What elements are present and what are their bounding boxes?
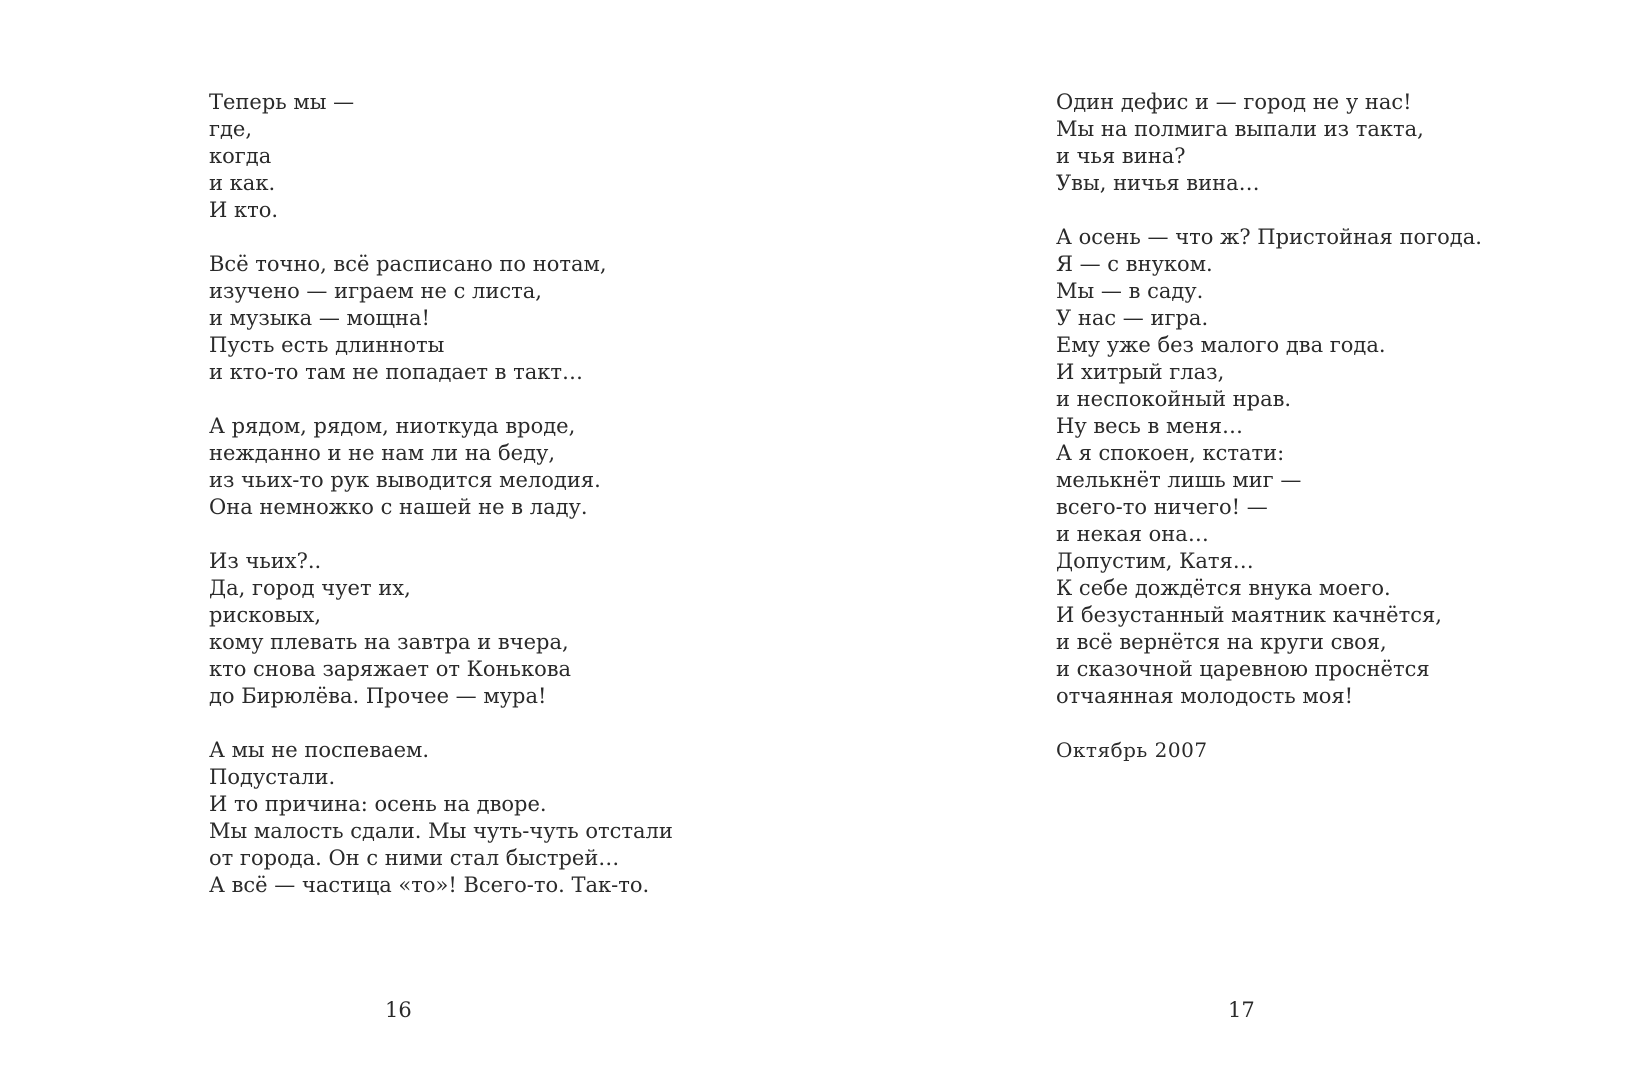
poem-line: Увы, ничья вина… <box>1056 171 1260 195</box>
poem-line: всего-то ничего! — <box>1056 495 1268 519</box>
stanza-5 <box>209 737 673 899</box>
poem-line: Мы малость сдали. Мы чуть-чуть отстали <box>209 819 673 843</box>
poem-line: до Бирюлёва. Прочее — мура! <box>209 684 547 708</box>
poem-line: мелькнёт лишь миг — <box>1056 468 1302 492</box>
poem-line: Мы — в саду. <box>1056 279 1204 303</box>
poem-line: нежданно и не нам ли на беду, <box>209 441 556 465</box>
poem-line: Пусть есть длинноты <box>209 333 445 357</box>
poem-line: А всё — частица «то»! Всего-то. Так-то. <box>209 873 650 897</box>
poem-line: И хитрый глаз, <box>1056 360 1225 384</box>
poem-line: И то причина: осень на дворе. <box>209 792 547 816</box>
poem-line: отчаянная молодость моя! <box>1056 684 1354 708</box>
page-number: 17 <box>1228 998 1255 1022</box>
poem-line: А я спокоен, кстати: <box>1056 441 1285 465</box>
right-page <box>815 0 1630 1080</box>
poem-line: Ему уже без малого два года. <box>1056 333 1386 357</box>
poem-line: Из чьих?.. <box>209 549 322 573</box>
poem-line: Мы на полмига выпали из такта, <box>1056 117 1424 141</box>
stanza-4 <box>209 548 673 710</box>
poem-line: Допустим, Катя… <box>1056 549 1254 573</box>
poem-line: Она немножко с нашей не в ладу. <box>209 495 588 519</box>
poem-left <box>209 89 673 926</box>
poem-line: когда <box>209 144 272 168</box>
poem-line: А осень — что ж? Пристойная погода. <box>1056 225 1482 249</box>
poem-line: кому плевать на завтра и вчера, <box>209 630 569 654</box>
poem-line: И безустанный маятник качнётся, <box>1056 603 1442 627</box>
poem-line: и некая она… <box>1056 522 1209 546</box>
poem-line: Да, город чует их, <box>209 576 411 600</box>
poem-line: Ну весь в меня… <box>1056 414 1243 438</box>
poem-line: И кто. <box>209 198 279 222</box>
poem-line: Всё точно, всё расписано по нотам, <box>209 252 607 276</box>
poem-date: Октябрь 2007 <box>1056 738 1208 762</box>
poem-line: изучено — играем не с листа, <box>209 279 542 303</box>
poem-line: рисковых, <box>209 603 322 627</box>
stanza-6 <box>1056 89 1482 197</box>
poem-line: Теперь мы — <box>209 90 355 114</box>
stanza-2 <box>209 251 673 386</box>
poem-line: Подустали. <box>209 765 336 789</box>
poem-line: из чьих-то рук выводится мелодия. <box>209 468 601 492</box>
page-number: 16 <box>385 998 412 1022</box>
stanza-7 <box>1056 224 1482 710</box>
stanza-3 <box>209 413 673 521</box>
poem-line: и чья вина? <box>1056 144 1186 168</box>
left-page <box>0 0 815 1080</box>
poem-line: и как. <box>209 171 276 195</box>
poem-line: кто снова заряжает от Конькова <box>209 657 572 681</box>
poem-line: и всё вернётся на круги своя, <box>1056 630 1387 654</box>
poem-line: Я — с внуком. <box>1056 252 1213 276</box>
poem-line: и неспокойный нрав. <box>1056 387 1292 411</box>
poem-line: Один дефис и — город не у нас! <box>1056 90 1412 114</box>
poem-line: от города. Он с ними стал быстрей… <box>209 846 620 870</box>
poem-line: и сказочной царевною проснётся <box>1056 657 1430 681</box>
stanza-1 <box>209 89 673 224</box>
poem-line: К себе дождётся внука моего. <box>1056 576 1391 600</box>
poem-line: и кто-то там не попадает в такт… <box>209 360 584 384</box>
poem-right <box>1056 89 1482 764</box>
poem-line: А рядом, рядом, ниоткуда вроде, <box>209 414 576 438</box>
poem-line: А мы не поспеваем. <box>209 738 430 762</box>
poem-line: и музыка — мощна! <box>209 306 430 330</box>
poem-line: где, <box>209 117 253 141</box>
poem-line: У нас — игра. <box>1056 306 1209 330</box>
